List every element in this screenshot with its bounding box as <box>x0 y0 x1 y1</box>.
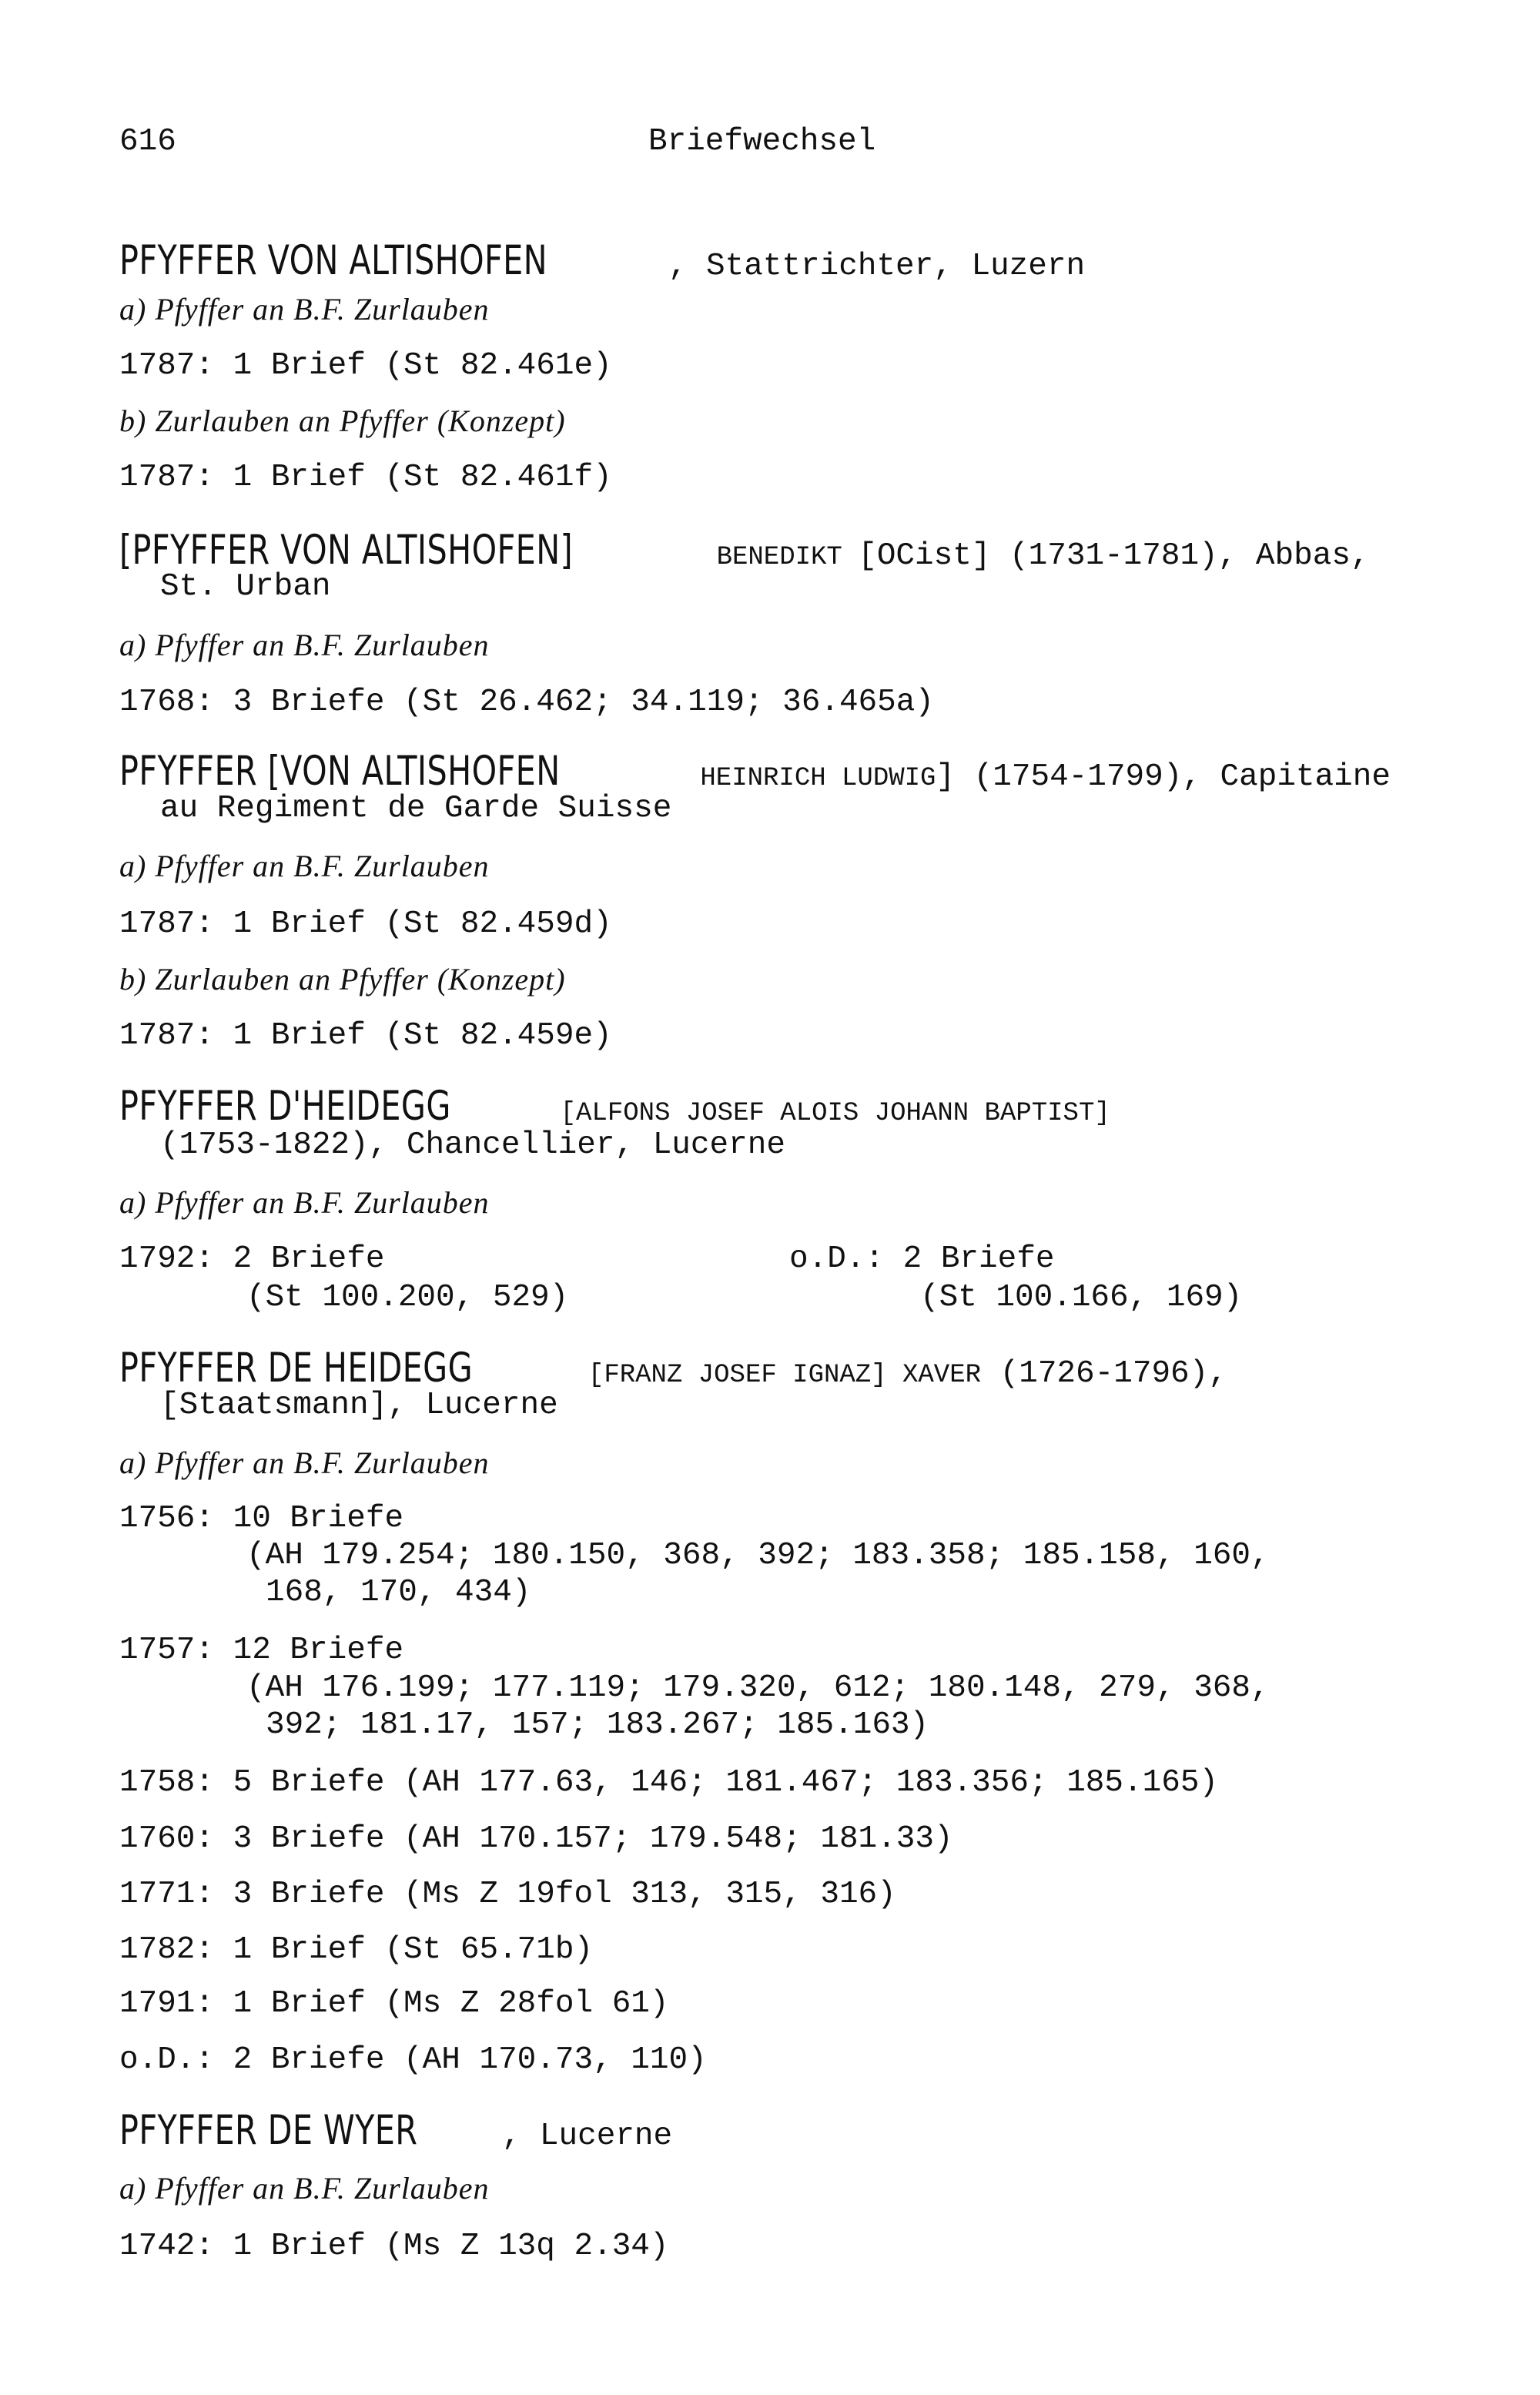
text-line <box>246 1282 568 1314</box>
line-text: 1787: 1 Brief (St 82.459e) <box>119 1018 612 1053</box>
running-title: Briefwechsel <box>648 124 876 159</box>
line-text: 1768: 3 Briefe (St 26.462; 34.119; 36.465a) <box>119 685 934 720</box>
text-line <box>119 964 566 998</box>
line-text: HEINRICH LUDWIG <box>685 764 936 793</box>
line-text: [Staatsmann], Lucerne <box>160 1388 558 1423</box>
line-text: o.D.: 2 Briefe (AH 170.73, 110) <box>119 2042 707 2078</box>
entry-name: PFYFFER [VON ALTISHOFEN <box>119 748 561 795</box>
line-text: au Regiment de Garde Suisse <box>160 791 672 826</box>
line-text: (St 100.166, 169) <box>920 1280 1243 1315</box>
text-line <box>119 2173 490 2207</box>
text-line <box>119 906 612 942</box>
entry-name: [PFYFFER VON ALTISHOFEN] <box>119 527 574 574</box>
direction-label: a) Pfyffer an B.F. Zurlauben <box>119 1445 490 1480</box>
line-text: 168, 170, 434) <box>266 1575 531 1610</box>
entry-name: PFYFFER DE WYER <box>119 2107 418 2154</box>
text-line <box>789 1241 1055 1277</box>
text-line <box>119 851 490 885</box>
line-text: (1753-1822), Chancellier, Lucerne <box>160 1127 785 1163</box>
line-text: 1760: 3 Briefe (AH 170.157; 179.548; 181.33) <box>119 1821 953 1857</box>
text-line <box>119 1988 669 2020</box>
text-line <box>119 406 566 440</box>
line-text: 1791: 1 Brief (Ms Z 28fol 61) <box>119 1986 669 2022</box>
text-line <box>160 571 330 603</box>
line-text: [FRANZ JOSEF IGNAZ] XAVER <box>572 1361 982 1390</box>
line-text: 1757: 12 Briefe <box>119 1633 404 1668</box>
text-line <box>119 1083 1110 1130</box>
page-number: 616 <box>119 124 176 159</box>
line-text: 1787: 1 Brief (St 82.461e) <box>119 348 612 384</box>
text-line <box>266 1577 531 1609</box>
line-text: 1758: 5 Briefe (AH 177.63, 146; 181.467; 183.356; 185.165) <box>119 1765 1219 1800</box>
text-line <box>119 2042 707 2078</box>
line-text: 392; 181.17, 157; 183.267; 185.163) <box>266 1707 929 1743</box>
line-text: o.D.: 2 Briefe <box>789 1241 1055 1277</box>
line-text: [ALFONS JOSEF ALOIS JOHANN BAPTIST] <box>544 1099 1110 1128</box>
line-text: 1787: 1 Brief (St 82.459d) <box>119 906 612 942</box>
text-line <box>119 1879 896 1911</box>
text-line <box>119 1187 490 1221</box>
text-line <box>246 1540 1270 1572</box>
line-text: 1782: 1 Brief (St 65.71b) <box>119 1932 594 1968</box>
direction-label: a) Pfyffer an B.F. Zurlauben <box>119 2171 490 2206</box>
line-text: , Stattrichter, Luzern <box>668 249 1086 284</box>
text-line <box>119 527 1370 574</box>
text-line <box>119 1445 490 1482</box>
text-line <box>119 1934 593 1966</box>
line-text: 1742: 1 Brief (Ms Z 13q 2.34) <box>119 2229 669 2264</box>
line-text: (1726-1796), <box>981 1356 1227 1392</box>
text-line <box>119 748 1391 795</box>
line-text: (AH 179.254; 180.150, 368, 392; 183.358; 185.158, 160, <box>246 1538 1270 1573</box>
text-line <box>119 2231 669 2263</box>
line-text: 1787: 1 Brief (St 82.461f) <box>119 460 612 495</box>
text-line <box>160 793 671 825</box>
text-line <box>119 2107 673 2154</box>
text-line <box>119 687 934 718</box>
line-text: (St 100.200, 529) <box>246 1280 569 1315</box>
text-line <box>119 1503 403 1535</box>
entry-name: PFYFFER DE HEIDEGG <box>119 1345 474 1392</box>
line-text: 1792: 2 Briefe <box>119 1241 385 1277</box>
direction-label: b) Zurlauben an Pfyffer (Konzept) <box>119 962 566 997</box>
text-line <box>266 1707 929 1743</box>
line-text: 1756: 10 Briefe <box>119 1501 404 1536</box>
text-line <box>119 1241 385 1277</box>
line-text: St. Urban <box>160 569 331 605</box>
direction-label: a) Pfyffer an B.F. Zurlauben <box>119 849 490 883</box>
text-line <box>246 1670 1270 1706</box>
text-line <box>119 462 612 494</box>
text-line <box>119 294 490 328</box>
text-line <box>119 1020 612 1052</box>
line-text: [OCist] (1731-1781), Abbas, <box>858 538 1370 574</box>
text-line <box>119 1767 1218 1799</box>
line-text: 1771: 3 Briefe (Ms Z 19fol 313, 315, 316) <box>119 1877 896 1912</box>
direction-label: b) Zurlauben an Pfyffer (Konzept) <box>119 404 566 438</box>
text-line <box>920 1282 1242 1314</box>
text-line <box>119 630 490 664</box>
text-line <box>119 1345 1227 1392</box>
line-text: ] (1754-1799), Capitaine <box>936 759 1391 795</box>
text-line <box>119 237 1086 284</box>
text-line <box>119 350 612 382</box>
text-line <box>160 1390 558 1422</box>
entry-name: PFYFFER VON ALTISHOFEN <box>119 237 547 284</box>
text-line <box>160 1127 785 1163</box>
entry-name: PFYFFER D'HEIDEGG <box>119 1083 451 1130</box>
line-text: , Lucerne <box>501 2119 673 2154</box>
direction-label: a) Pfyffer an B.F. Zurlauben <box>119 292 490 327</box>
line-text: (AH 176.199; 177.119; 179.320, 612; 180.148, 279, 368, <box>246 1670 1270 1706</box>
direction-label: a) Pfyffer an B.F. Zurlauben <box>119 628 490 662</box>
direction-label: a) Pfyffer an B.F. Zurlauben <box>119 1185 490 1220</box>
text-line <box>119 1821 953 1857</box>
text-line <box>119 1635 403 1666</box>
line-text: BENEDIKT <box>701 543 859 572</box>
